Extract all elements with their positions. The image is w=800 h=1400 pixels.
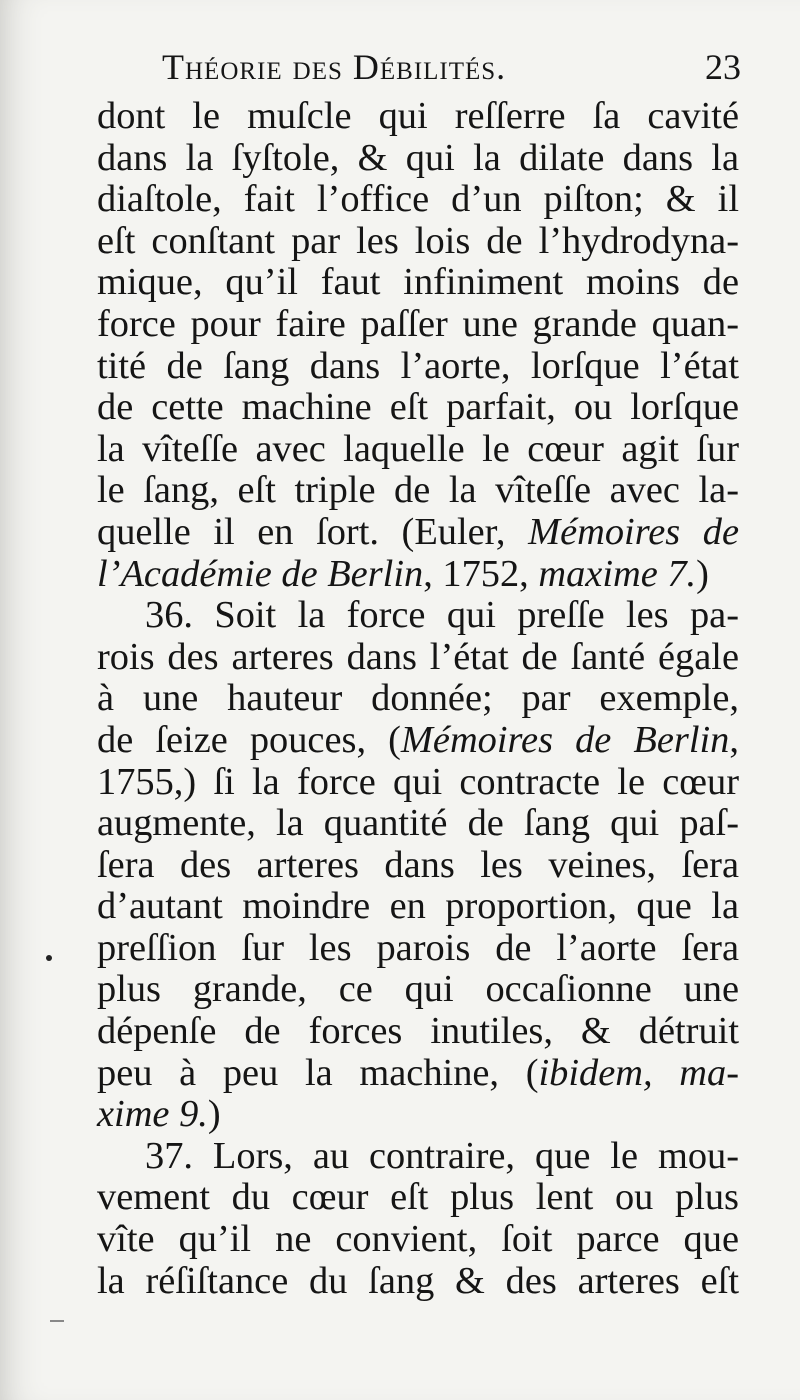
text-line <box>97 720 739 762</box>
text-line: dans la ſyſtole, & qui la dilate dans la <box>97 136 739 179</box>
citation-italic: xime 9. <box>97 1093 208 1136</box>
citation-italic: l’Académie de Berlin <box>97 552 424 595</box>
text-line: augmente, la quantité de ſang qui paſ- <box>97 802 739 845</box>
text-line: vîte qu’il ne convient, ſoit parce que <box>97 1218 739 1261</box>
text-segment: ) <box>207 1093 221 1136</box>
text-line: ſera des arteres dans les veines, ſera <box>97 843 739 886</box>
text-line: d’autant moindre en proportion, que la <box>97 885 739 928</box>
text-line: diaſtole, fait l’office d’un piſton; & il <box>97 178 739 221</box>
text-line: de cette machine eſt parfait, ou lorſque <box>97 386 739 429</box>
citation-italic: Mémoires de <box>528 510 739 553</box>
text-segment: ) <box>696 552 709 595</box>
running-head-title: Théorie des Débilités. <box>162 47 507 87</box>
text-segment: , 1752, <box>423 552 539 595</box>
text-line: la réſiſtance du ſang & des arteres eſt <box>97 1259 739 1302</box>
text-line: à une hauteur donnée; par exemple, <box>97 677 739 720</box>
page-number: 23 <box>705 47 741 87</box>
running-head <box>96 46 741 96</box>
citation-italic: Mémoires de Berlin <box>400 718 730 761</box>
text-line <box>97 554 739 596</box>
text-line: vement du cœur eſt plus lent ou plus <box>97 1176 739 1219</box>
citation-italic: maxime 7. <box>538 552 697 595</box>
margin-mark <box>50 1320 64 1322</box>
text-segment: de ſeize pouces, ( <box>97 718 401 761</box>
text-line: tité de ſang dans l’aorte, lorſque l’état <box>97 344 739 387</box>
citation-italic: ibidem, ma- <box>538 1051 740 1094</box>
text-line <box>97 1053 739 1095</box>
text-line <box>97 512 739 554</box>
text-line <box>97 1094 739 1136</box>
text-line: dont le muſcle qui reſſerre ſa cavité <box>97 95 739 137</box>
text-line: dépenſe de forces inutiles, & détruit <box>97 1010 739 1053</box>
paragraph-36-start: 36. Soit la force qui preſſe les pa- <box>145 594 739 637</box>
text-line: rois des arteres dans l’état de ſanté égale <box>97 635 739 678</box>
text-segment: peu à peu la machine, ( <box>97 1051 539 1094</box>
body-text <box>97 96 739 1302</box>
text-line: eſt conſtant par les lois de l’hydrodyna- <box>97 219 739 262</box>
text-segment: , <box>729 718 739 761</box>
text-line: le ſang, eſt triple de la vîteſſe avec la- <box>97 469 739 512</box>
text-line: mique, qu’il faut infiniment moins de <box>97 261 739 304</box>
text-line: preſſion ſur les parois de l’aorte ſera <box>97 926 739 969</box>
ink-dot <box>46 955 52 961</box>
paragraph-37-start: 37. Lors, au contraire, que le mou- <box>145 1134 739 1177</box>
text-segment: quelle il en ſort. (Euler, <box>97 510 529 553</box>
text-line: plus grande, ce qui occaſionne une <box>97 968 739 1011</box>
text-line: force pour faire paſſer une grande quan- <box>97 302 739 345</box>
text-line: la vîteſſe avec laquelle le cœur agit ſur <box>97 427 739 470</box>
text-line: 1755,) ſi la force qui contracte le cœur <box>97 760 739 803</box>
